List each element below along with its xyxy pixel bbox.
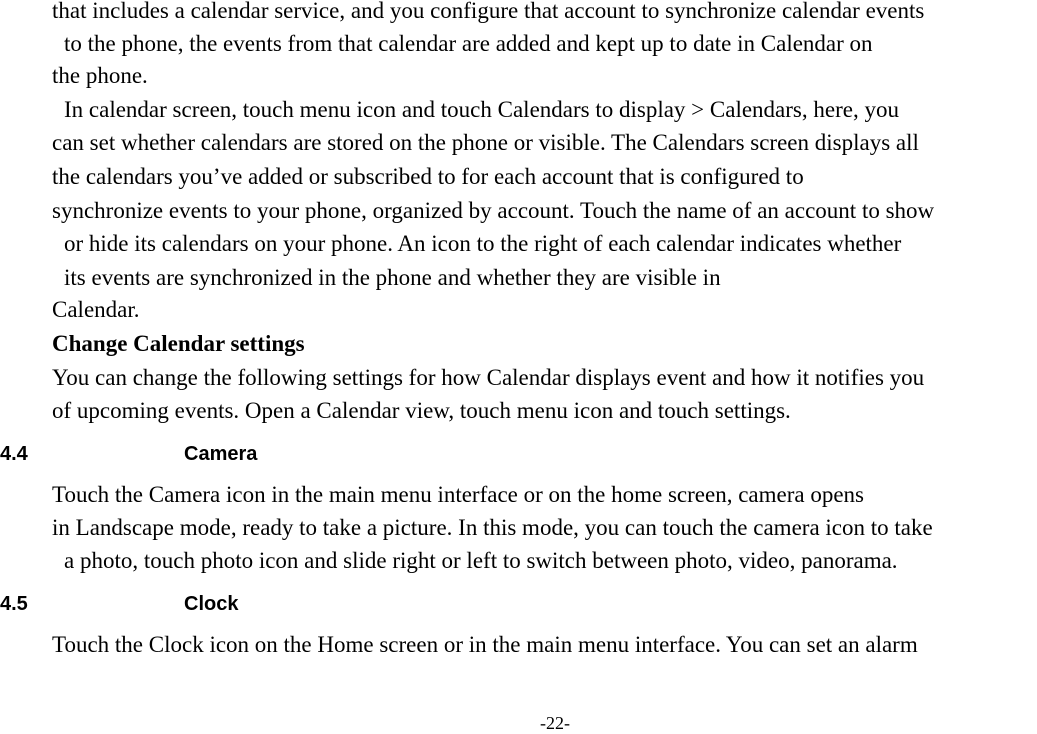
body-line-5: can set whether calendars are stored on the phone or visible. The Calendars screen displays all (52, 130, 919, 155)
body-line-8: or hide its calendars on your phone. An icon to the right of each calendar indicates whether (64, 231, 902, 256)
section-title-clock: Clock (184, 593, 239, 615)
section-number-clock: 4.5 (0, 593, 28, 615)
body-line-4: In calendar screen, touch menu icon and touch Calendars to display > Calendars, here, you (64, 97, 899, 122)
body-line-1: that includes a calendar service, and you configure that account to synchronize calendar events (52, 0, 925, 23)
body-line-9: its events are synchronized in the phone and whether they are visible in (64, 265, 721, 290)
section-number-camera: 4.4 (0, 443, 28, 465)
page-number: -22- (540, 713, 570, 733)
camera-line-2: in Landscape mode, ready to take a picture. In this mode, you can touch the camera icon to take (52, 515, 933, 540)
section-title-camera: Camera (184, 443, 258, 465)
body-line-6: the calendars you’ve added or subscribed to for each account that is configured to (52, 164, 804, 189)
body-line-2: to the phone, the events from that calendar are added and kept up to date in Calendar on (64, 31, 873, 56)
body-line-7: synchronize events to your phone, organized by account. Touch the name of an account to show (52, 198, 935, 223)
camera-line-1: Touch the Camera icon in the main menu interface or on the home screen, camera opens (52, 482, 865, 507)
body-line-10: Calendar. (52, 297, 140, 322)
subheading-change-calendar-settings: Change Calendar settings (52, 331, 305, 356)
body-line-3: the phone. (52, 63, 148, 88)
settings-line-2: of upcoming events. Open a Calendar view, touch menu icon and touch settings. (52, 398, 791, 423)
camera-line-3: a photo, touch photo icon and slide right or left to switch between photo, video, panorama. (64, 548, 898, 573)
settings-line-1: You can change the following settings for how Calendar displays event and how it notifies you (52, 365, 925, 390)
clock-line-1: Touch the Clock icon on the Home screen or in the main menu interface. You can set an alarm (52, 632, 918, 657)
